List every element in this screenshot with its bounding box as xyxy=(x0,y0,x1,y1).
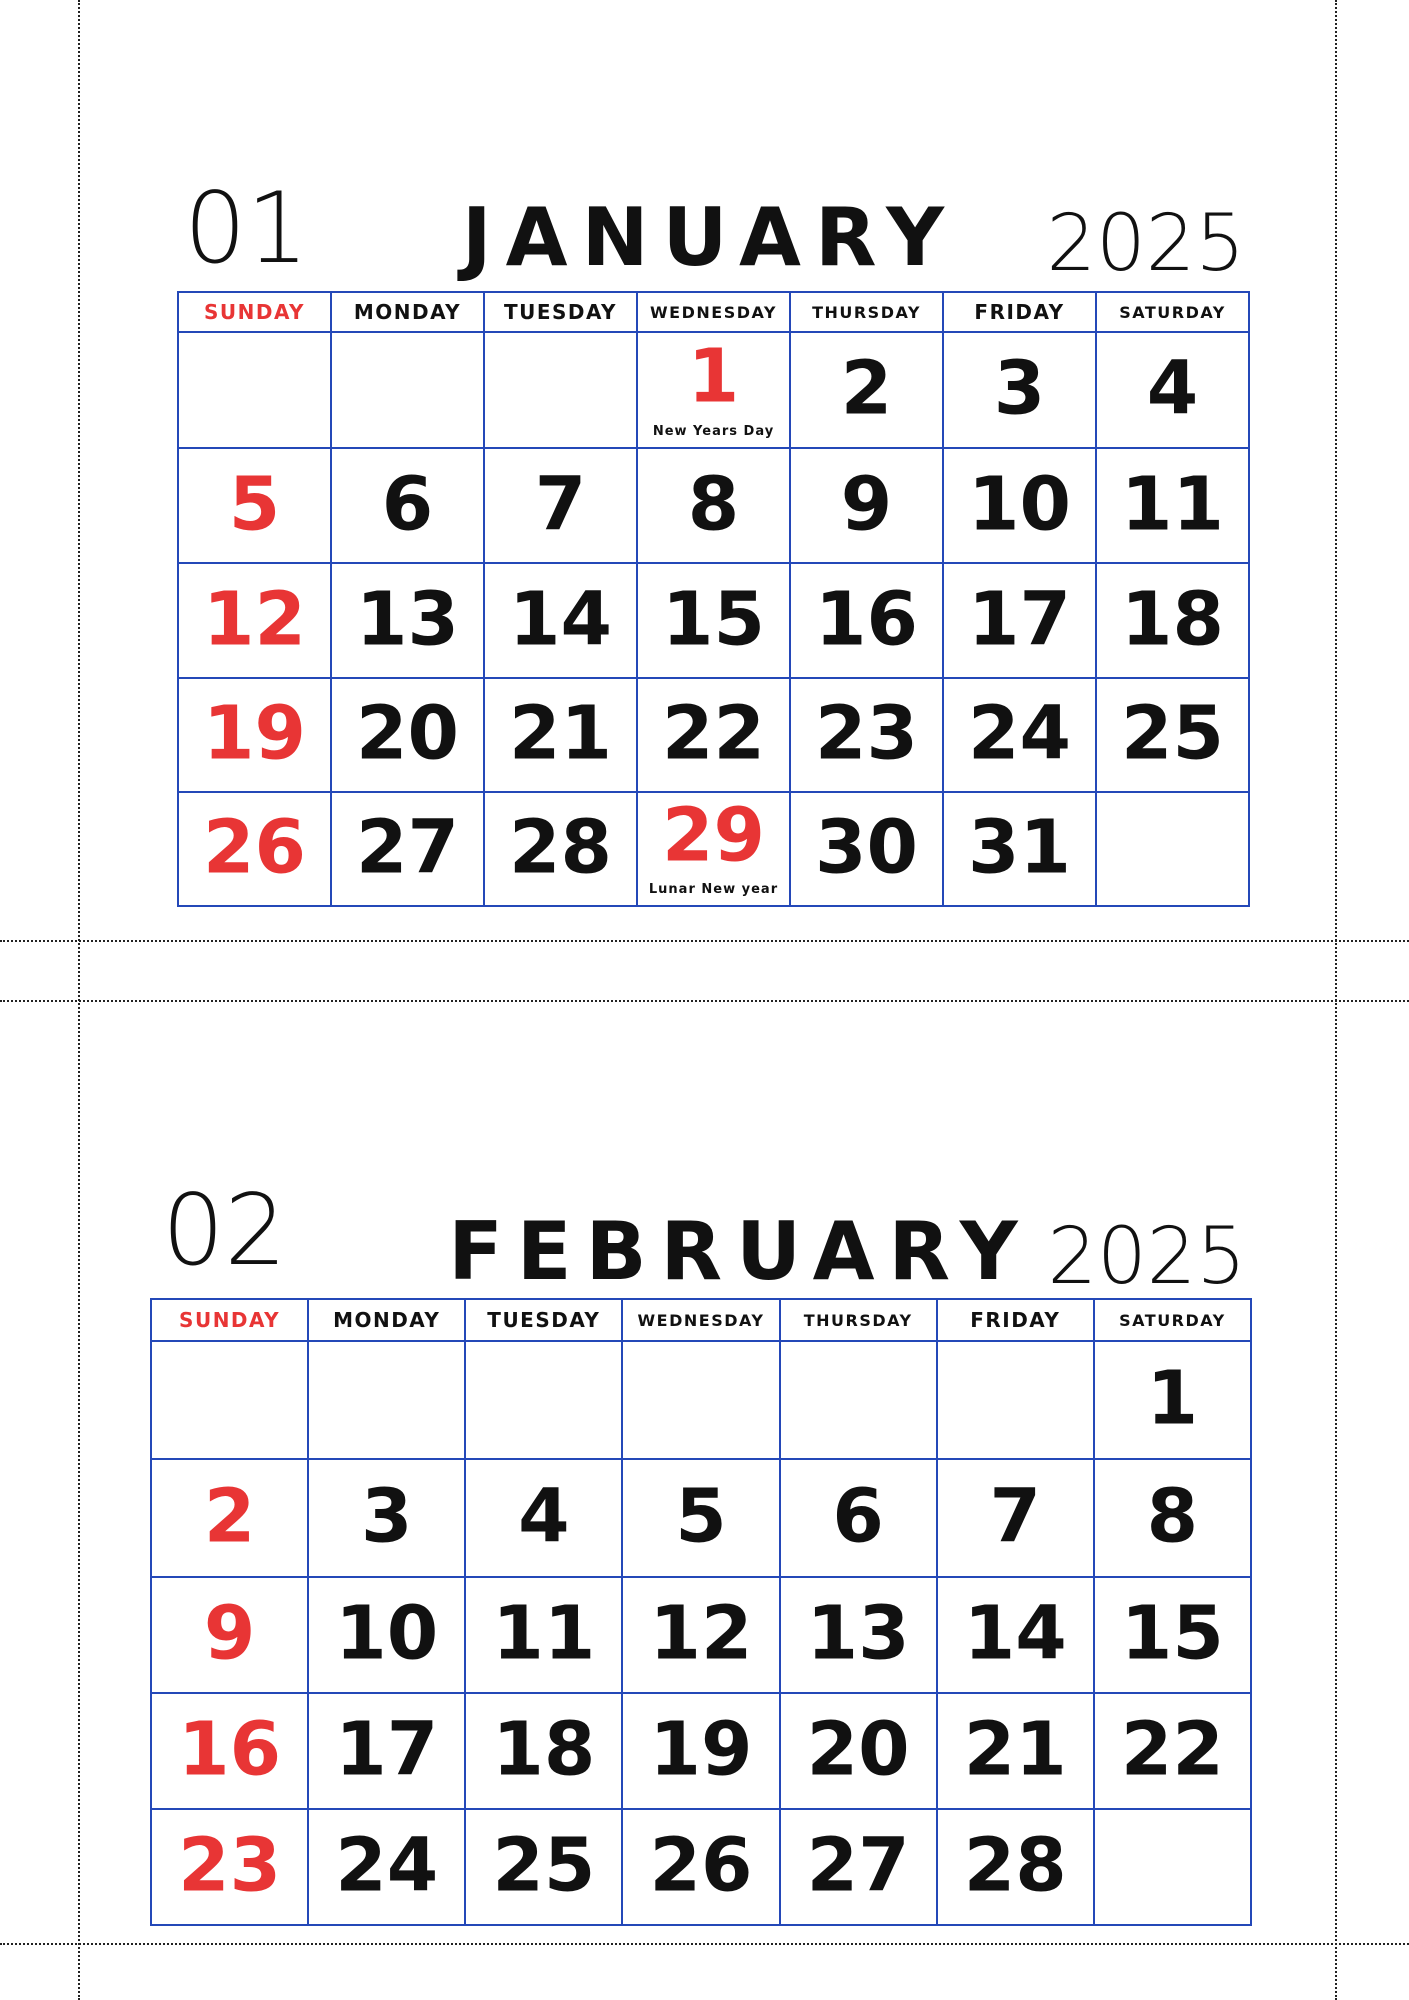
weekday-header-wednesday: WEDNESDAY xyxy=(637,292,790,332)
day-number: 10 xyxy=(968,461,1071,548)
day-cell xyxy=(308,1577,465,1693)
day-number: 6 xyxy=(381,461,434,548)
day-number: 30 xyxy=(815,804,918,891)
day-cell xyxy=(465,1809,622,1925)
day-number: 21 xyxy=(963,1706,1067,1793)
day-cell xyxy=(1094,1459,1251,1577)
empty-cell xyxy=(1096,792,1249,906)
day-number: 23 xyxy=(815,690,918,777)
day-cell xyxy=(178,678,331,792)
day-cell xyxy=(790,678,943,792)
empty-cell xyxy=(178,332,331,448)
day-cell xyxy=(331,792,484,906)
day-cell xyxy=(331,448,484,563)
month-name: JANUARY xyxy=(461,191,959,284)
day-cell xyxy=(308,1809,465,1925)
week-row xyxy=(178,563,1249,678)
day-number: 16 xyxy=(815,576,918,663)
day-number: 25 xyxy=(492,1822,596,1909)
day-cell xyxy=(178,792,331,906)
day-number: 9 xyxy=(203,1590,256,1677)
day-number: 28 xyxy=(963,1822,1067,1909)
day-cell xyxy=(308,1459,465,1577)
day-cell xyxy=(151,1809,308,1925)
day-cell xyxy=(637,563,790,678)
weekday-header-tuesday: TUESDAY xyxy=(465,1299,622,1341)
day-number: 13 xyxy=(356,576,459,663)
day-number: 24 xyxy=(968,690,1071,777)
day-cell xyxy=(622,1577,779,1693)
day-cell xyxy=(637,332,790,448)
day-cell xyxy=(780,1809,937,1925)
day-cell xyxy=(484,678,637,792)
day-cell xyxy=(780,1577,937,1693)
week-row xyxy=(151,1459,1251,1577)
day-number: 18 xyxy=(1121,576,1224,663)
day-cell xyxy=(943,678,1096,792)
day-cell xyxy=(331,563,484,678)
day-number: 12 xyxy=(649,1590,753,1677)
weekday-header-wednesday: WEDNESDAY xyxy=(622,1299,779,1341)
day-number: 8 xyxy=(1146,1473,1199,1560)
cut-guide-middle-bottom xyxy=(0,1000,1409,1002)
day-number: 1 xyxy=(1146,1355,1199,1442)
day-cell xyxy=(790,792,943,906)
day-cell xyxy=(780,1459,937,1577)
day-number: 23 xyxy=(178,1822,282,1909)
day-cell xyxy=(484,448,637,563)
day-number: 14 xyxy=(509,576,612,663)
day-number: 3 xyxy=(993,345,1046,432)
day-cell xyxy=(937,1577,1094,1693)
day-cell xyxy=(1096,678,1249,792)
empty-cell xyxy=(780,1341,937,1459)
empty-cell xyxy=(465,1341,622,1459)
day-number: 19 xyxy=(203,690,306,777)
calendar-grid xyxy=(150,1298,1252,1926)
month-year: 2025 xyxy=(1046,199,1245,289)
empty-cell xyxy=(151,1341,308,1459)
day-number: 11 xyxy=(1121,461,1224,548)
day-cell xyxy=(178,448,331,563)
day-number: 18 xyxy=(492,1706,596,1793)
day-number: 20 xyxy=(806,1706,910,1793)
holiday-label: New Years Day xyxy=(652,424,775,439)
day-cell xyxy=(151,1693,308,1809)
day-number: 8 xyxy=(687,461,740,548)
day-number: 3 xyxy=(360,1473,413,1560)
day-cell xyxy=(637,678,790,792)
weekday-header-monday: MONDAY xyxy=(331,292,484,332)
day-number: 7 xyxy=(534,461,587,548)
week-row xyxy=(178,332,1249,448)
day-cell xyxy=(151,1577,308,1693)
day-cell xyxy=(790,332,943,448)
day-number: 13 xyxy=(806,1590,910,1677)
day-cell xyxy=(465,1459,622,1577)
day-cell xyxy=(622,1809,779,1925)
day-number: 26 xyxy=(203,804,306,891)
day-number: 22 xyxy=(1120,1706,1224,1793)
day-number: 15 xyxy=(1120,1590,1224,1677)
day-cell xyxy=(308,1693,465,1809)
weekday-header-monday: MONDAY xyxy=(308,1299,465,1341)
day-number: 14 xyxy=(963,1590,1067,1677)
month-number: 01 xyxy=(184,172,309,286)
day-cell xyxy=(1094,1341,1251,1459)
day-number: 27 xyxy=(806,1822,910,1909)
day-number: 1 xyxy=(687,333,740,420)
cut-guide-middle-top xyxy=(0,940,1409,942)
cut-guide-bottom xyxy=(0,1943,1409,1945)
empty-cell xyxy=(622,1341,779,1459)
day-number: 15 xyxy=(662,576,765,663)
day-number: 24 xyxy=(335,1822,439,1909)
week-row xyxy=(178,792,1249,906)
day-cell xyxy=(637,448,790,563)
weekday-header-saturday: SATURDAY xyxy=(1094,1299,1251,1341)
empty-cell xyxy=(484,332,637,448)
day-number: 11 xyxy=(492,1590,596,1677)
weekday-header-friday: FRIDAY xyxy=(943,292,1096,332)
day-cell xyxy=(780,1693,937,1809)
day-cell xyxy=(637,792,790,906)
empty-cell xyxy=(937,1341,1094,1459)
empty-cell xyxy=(331,332,484,448)
day-number: 29 xyxy=(662,792,765,879)
day-number: 16 xyxy=(178,1706,282,1793)
month-year: 2025 xyxy=(1047,1212,1246,1302)
day-cell xyxy=(790,448,943,563)
weekday-header-thursday: THURSDAY xyxy=(780,1299,937,1341)
day-number: 12 xyxy=(203,576,306,663)
day-cell xyxy=(1096,563,1249,678)
day-cell xyxy=(790,563,943,678)
day-number: 20 xyxy=(356,690,459,777)
day-number: 26 xyxy=(649,1822,753,1909)
day-number: 17 xyxy=(968,576,1071,663)
day-number: 4 xyxy=(518,1473,570,1560)
day-cell xyxy=(937,1459,1094,1577)
day-number: 25 xyxy=(1121,690,1224,777)
empty-cell xyxy=(1094,1809,1251,1925)
weekday-header-tuesday: TUESDAY xyxy=(484,292,637,332)
day-number: 5 xyxy=(675,1473,727,1560)
day-number: 4 xyxy=(1146,345,1199,432)
day-number: 10 xyxy=(335,1590,439,1677)
weekday-header-sunday: SUNDAY xyxy=(178,292,331,332)
day-cell xyxy=(151,1459,308,1577)
weekday-header-thursday: THURSDAY xyxy=(790,292,943,332)
day-cell xyxy=(622,1693,779,1809)
day-cell xyxy=(484,563,637,678)
empty-cell xyxy=(308,1341,465,1459)
day-number: 31 xyxy=(968,804,1071,891)
day-number: 9 xyxy=(840,461,893,548)
day-cell xyxy=(937,1809,1094,1925)
month-number: 02 xyxy=(162,1174,287,1288)
day-number: 19 xyxy=(649,1706,753,1793)
day-number: 21 xyxy=(509,690,612,777)
day-cell xyxy=(465,1693,622,1809)
week-row xyxy=(151,1577,1251,1693)
day-number: 28 xyxy=(509,804,612,891)
day-cell xyxy=(943,563,1096,678)
day-number: 27 xyxy=(356,804,459,891)
day-cell xyxy=(943,332,1096,448)
day-cell xyxy=(1096,332,1249,448)
day-cell xyxy=(937,1693,1094,1809)
day-cell xyxy=(484,792,637,906)
day-cell xyxy=(622,1459,779,1577)
day-number: 5 xyxy=(228,461,281,548)
week-row xyxy=(178,448,1249,563)
day-number: 2 xyxy=(203,1473,256,1560)
day-number: 6 xyxy=(832,1473,884,1560)
calendar-grid xyxy=(177,291,1250,907)
day-cell xyxy=(943,448,1096,563)
day-number: 22 xyxy=(662,690,765,777)
day-cell xyxy=(331,678,484,792)
day-cell xyxy=(1094,1693,1251,1809)
weekday-header-friday: FRIDAY xyxy=(937,1299,1094,1341)
week-row xyxy=(151,1693,1251,1809)
holiday-label: Lunar New year xyxy=(648,882,779,897)
week-row xyxy=(151,1341,1251,1459)
day-number: 2 xyxy=(840,345,893,432)
weekday-header-sunday: SUNDAY xyxy=(151,1299,308,1341)
day-cell xyxy=(178,563,331,678)
day-cell xyxy=(943,792,1096,906)
day-number: 17 xyxy=(335,1706,439,1793)
day-number: 7 xyxy=(989,1473,1042,1560)
week-row xyxy=(178,678,1249,792)
day-cell xyxy=(1096,448,1249,563)
weekday-header-saturday: SATURDAY xyxy=(1096,292,1249,332)
day-cell xyxy=(465,1577,622,1693)
week-row xyxy=(151,1809,1251,1925)
month-name: FEBRUARY xyxy=(448,1205,1032,1298)
day-cell xyxy=(1094,1577,1251,1693)
